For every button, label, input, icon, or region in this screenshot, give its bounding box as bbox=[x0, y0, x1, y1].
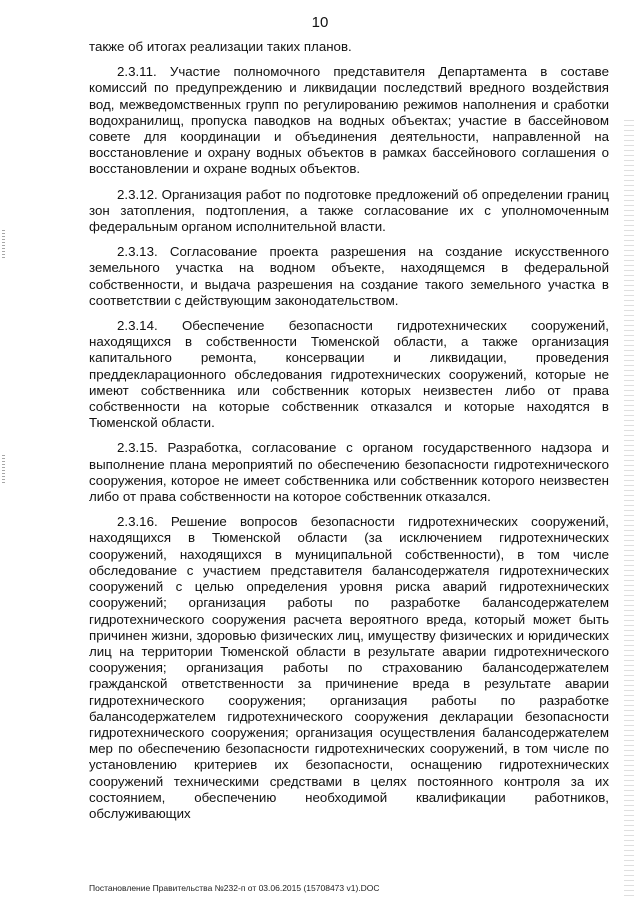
page-number: 10 bbox=[311, 14, 329, 31]
scan-mark-left bbox=[2, 455, 5, 485]
paragraph-2-3-16: 2.3.16. Решение вопросов безопасности гидротехнических сооружений, находящихся в Тюменской области (за исключением гидротехнических сооружений, находящихся в муниципальной собственности), в том числе обследование с участием представителя балансодержателя гидротехнических сооружений с целью определения уровня риска аварий гидротехнических сооружений; организация работы по разработке балансодержателем гидротехнического сооружения расчета вероятного вреда, который может быть причинен жизни, здоровью физических лиц, имуществу физических и юридических лиц на территории Тюменской области в результате аварии гидротехнического сооружения; организация работы по страхованию балансодержателем гражданской ответственности за причинение вреда в результате аварии гидротехнического сооружения; организация работы по разработке балансодержателем гидротехнического сооружения декларации безопасности гидротехнического сооружения; организация осуществления балансодержателем мер по обеспечению безопасности гидротехнических сооружений, в том числе по установлению критериев их безопасности, оснащению гидротехнических сооружений техническими средствами в целях постоянного контроля за их состоянием, обеспечению необходимой квалификации работников, обслуживающих bbox=[89, 514, 609, 821]
document-body bbox=[89, 39, 609, 831]
paragraph-2-3-14: 2.3.14. Обеспечение безопасности гидротехнических сооружений, находящихся в собственности Тюменской области, а также организация капитального ремонта, консервации и ликвидации, проведения преддекларационного обследования гидротехнических сооружений, которые не имеют собственника или собственник которых неизвестен либо от права собственности на которые собственник отказался и которые находятся в Тюменской области. bbox=[89, 318, 609, 431]
paragraph-2-3-12: 2.3.12. Организация работ по подготовке предложений об определении границ зон затопления, подтопления, а также согласование их с уполномоченным федеральным органом исполнительной власти. bbox=[89, 186, 609, 235]
paragraph-2-3-15: 2.3.15. Разработка, согласование с органом государственного надзора и выполнение плана мероприятий по обеспечению безопасности гидротехнического сооружения, которое не имеет собственника или собственник которого неизвестен либо от права собственности на которое собственник отказался. bbox=[89, 440, 609, 505]
scan-edge-artifact bbox=[624, 120, 634, 900]
paragraph-continuation: также об итогах реализации таких планов. bbox=[89, 39, 352, 54]
paragraph-2-3-13: 2.3.13. Согласование проекта разрешения на создание искусственного земельного участка на водном объекте, находящемся в федеральной собственности, и выдача разрешения на создание такого земельного участка в соответствии с действующим законодательством. bbox=[89, 244, 609, 308]
document-footer: Постановление Правительства №232-п от 03.06.2015 (15708473 v1).DOC bbox=[89, 883, 380, 893]
paragraph-2-3-11: 2.3.11. Участие полномочного представителя Департамента в составе комиссий по предупреждению и ликвидации последствий вредного воздействия вод, межведомственных групп по регулированию режимов наполнения и сработки водохранилищ, пропуска паводков на водных объектах; участие в бассейновом совете для координации и объединения деятельности, направленной на восстановление и охрану водных объектов в рамках бассейнового соглашения о восстановлении и охране водных объектов. bbox=[89, 64, 609, 177]
scan-mark-left bbox=[2, 230, 5, 260]
